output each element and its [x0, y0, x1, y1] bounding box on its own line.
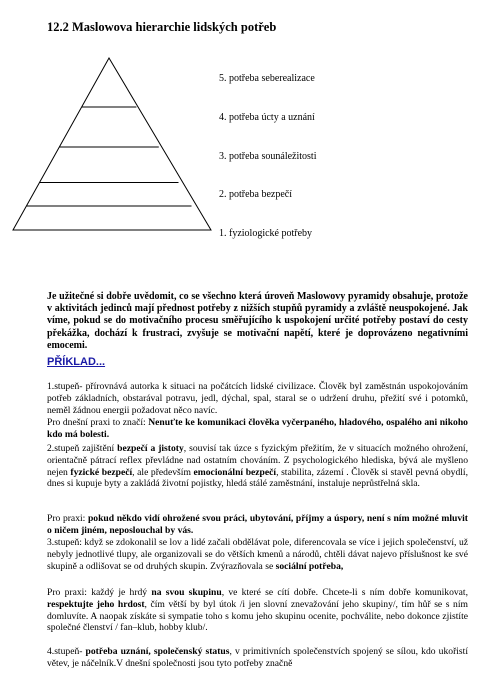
text-run: , ale především: [132, 466, 194, 478]
emphasis: fyzické bezpečí: [70, 466, 133, 478]
level-3-label: 3. potřeba sounáležitosti: [219, 151, 317, 162]
text-run: , stabilita, zázemí . Člověk si stavěl pevná obydlí, dnes si kupuje byty a zakládá životní pojistky, hledá stálé zaměstnání, instaluje neprůstřelná skla.: [47, 466, 468, 490]
level-4-label: 4. potřeba úcty a uznání: [219, 112, 315, 123]
emphasis: potřeba uznání, společenský status: [85, 646, 230, 657]
text-run: 2.stupeň zajištění: [47, 443, 118, 454]
emphasis: respektujte jeho hrdost: [47, 598, 145, 610]
text-run: , ve které se cítí dobře. Chcete-li s ním dobře komunikovat,: [221, 587, 468, 598]
text-run: , souvisí tak úzce s fyzickým přežitím, že v situacích možného ohrožení, orientačně pátrací reflex převládne nad ostatním chováním. Z psychologického hlediska, bývá ale myšleno nejen: [47, 443, 468, 478]
text-run: , čím větší by byl útok /i jen slovní znevažování jeho skupiny/, tím hůř se s ním domluvíte. A naopak získáte si sympatie toho s komu jeho skupinu ocenite, pochválite, nebo dokonce zjistíte společné členství / fan–klub, hobby klub/.: [47, 598, 468, 634]
practice-intro: Pro dnešní praxi to značí:: [47, 417, 149, 428]
level-2-label: 2. potřeba bezpečí: [219, 189, 293, 200]
stage-3-paragraph: [47, 537, 468, 572]
emphasis: emocionální bezpečí: [193, 466, 277, 478]
text-run: Pro praxi: každý je hrdý: [47, 587, 152, 598]
practice-advice: pokud někdo vidí ohrožené svou práci, ubytování, příjmy a úspory, není s ním možné mluvit o ničem jiném, neposlouchal by vás.: [47, 513, 468, 536]
stage-4-paragraph: [47, 646, 468, 670]
level-1-label: 1. fyziologické potřeby: [219, 228, 313, 239]
emphasis: na svou skupinu: [151, 587, 222, 598]
text-run: 3.stupeň: když se zdokonalil se lov a lidé začali obdělávat pole, diferencovala se více i jejich společenství, už nebyly jednotlivé tlupy, ale organizovali se do větších kmenů a národů, chtěli dávat najevo příslušnost ke své skupině a odlišovat se od druhých skupin. Zvýrazňovala se: [47, 537, 468, 572]
intro-paragraph: Je užitečné si dobře uvědomit, co se všechno která úroveň Maslowovy pyramidy obsahuje, protože v aktivitách jedinců mají přednost potřeby z nižších stupňů pyramidy a zvláště neuspokojené. Jak víme, pokud se do motivačního procesu směřujícího k uspokojení určité potřeby postaví do cesty překážka, dochází k frustraci, zvyšuje se motivační napětí, které je doprovázeno negativními emocemi.: [47, 291, 468, 351]
stage-3-practice: [47, 587, 468, 634]
emphasis: sociální potřeba,: [275, 560, 344, 572]
emphasis: bezpečí a jistoty: [117, 443, 184, 454]
stage-2-practice: [47, 513, 468, 537]
text-run: , v primitivních společenstvích spojený se sílou, kdo ukořistí větev, je náčelník.V dnešní společnosti jsou tyto potřeby značně: [47, 646, 468, 669]
practice-advice: Nenuťte ke komunikaci člověka vyčerpaného, hladového, ospalého ani nikoho kdo má bolesti.: [47, 417, 468, 440]
stage-2-paragraph: [47, 443, 468, 490]
level-5-label: 5. potřeba seberealizace: [219, 73, 315, 84]
section-heading: 12.2 Maslowova hierarchie lidských potřeb: [47, 20, 277, 34]
pyramid-outline: [13, 58, 211, 230]
example-link[interactable]: PŘÍKLAD...: [47, 356, 106, 368]
text-run: 4.stupeň-: [47, 646, 86, 657]
stage-1-practice: [47, 417, 468, 441]
practice-intro: Pro praxi:: [47, 513, 88, 524]
stage-1-paragraph: 1.stupeň- přírovnává autorka k situaci na počátcích lidské civilizace. Člověk byl zaměstnán uspokojováním potřeb základních, obstarával potravu, jedl, dýchal, spal, staral se o udržení druhu, přežití své i potomků, neměl žádnou energii požadovat něco navíc.: [47, 381, 468, 416]
maslow-pyramid: [0, 0, 484, 300]
